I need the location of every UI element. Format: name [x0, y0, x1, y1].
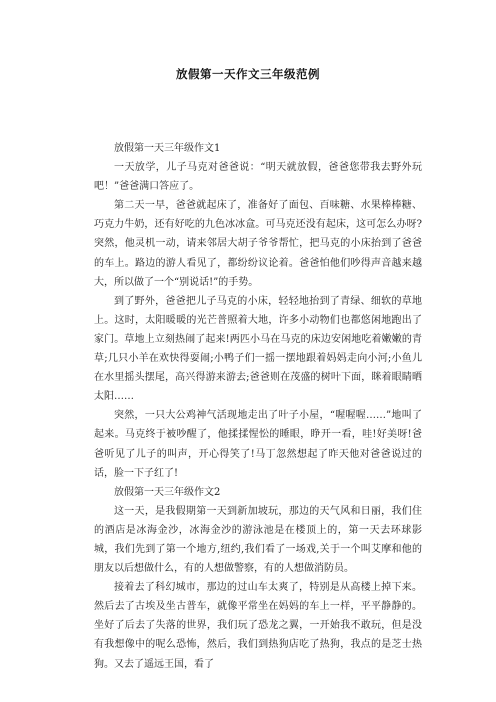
document-body — [94, 139, 422, 674]
paragraph: 这一天，是我假期第一天到新加坡玩，那边的天气风和日丽，我们住的酒店是冰海金沙，冰海金沙的游泳池是在楼顶上的，第一天去环球影城，我们先到了第一个地方,纽约,我们看了一场戏,关于一个叫艾摩和他的朋友以后想做什么，有的人想做警察，有的人想做消防员。 — [94, 505, 422, 575]
paragraph: 第二天一早，爸爸就起床了，准备好了面包、百味糖、水果棒棒糖、巧克力牛奶，还有好吃的九色冰冰盒。可马克还没有起床，这可怎么办呀?突然，他灵机一动，请来邻居大胡子爷爷帮忙，把马克的小床抬到了爸爸的车上。路边的游人看见了，都纷纷议论着。爸爸怕他们吵得声音越来越大，所以做了一个“别说话!”的手势。 — [94, 200, 422, 288]
paragraph: 突然，一只大公鸡神气活现地走出了叶子小屋，“喔喔喔……”地叫了起来。马克终于被吵醒了，他揉揉惺忪的睡眼，睁开一看，哇!好美呀!爸爸听见了儿子的叫声，开心得笑了!马丁忽然想起了昨天他对爸爸说过的话，脸一下子红了! — [94, 410, 422, 479]
paragraph: 一天放学，儿子马克对爸爸说：“明天就放假，爸爸您带我去野外玩吧！”爸爸满口答应了。 — [94, 162, 422, 193]
essay-heading-1: 放假第一天三年级作文1 — [114, 143, 221, 154]
paragraph: 到了野外，爸爸把儿子马克的小床，轻轻地抬到了青绿、细软的草地上。这时，太阳暖暖的光芒普照着大地，许多小动物们也都悠闲地跑出了家门。草地上立刻热闹了起来!两匹小马在马克的床边安闲地吃着嫩嫩的青草;几只小羊在欢快得耍闹;小鸭子们一摇一摆地跟着妈妈走向小河;小鱼儿在水里摇头摆尾，高兴得游来游去;爸爸则在茂盛的树叶下面，眯着眼睛晒太阳…… — [94, 295, 422, 403]
paragraph: 接着去了科幻城市，那边的过山车太爽了，特别是从高楼上掉下来。然后去了古埃及坐古普车，就像平常坐在妈妈的车上一样，平平静静的。坐好了后去了失落的世界，我们玩了恐龙之翼，一开始我不敢玩，但是没有我想像中的呢么恐怖，然后，我们到热狗店吃了热狗，我点的是芝士热狗。又去了遥远王国，看了 — [94, 582, 422, 670]
document-title: 放假第一天作文三年级范例 — [176, 67, 320, 81]
essay-heading-2: 放假第一天三年级作文2 — [114, 486, 221, 498]
